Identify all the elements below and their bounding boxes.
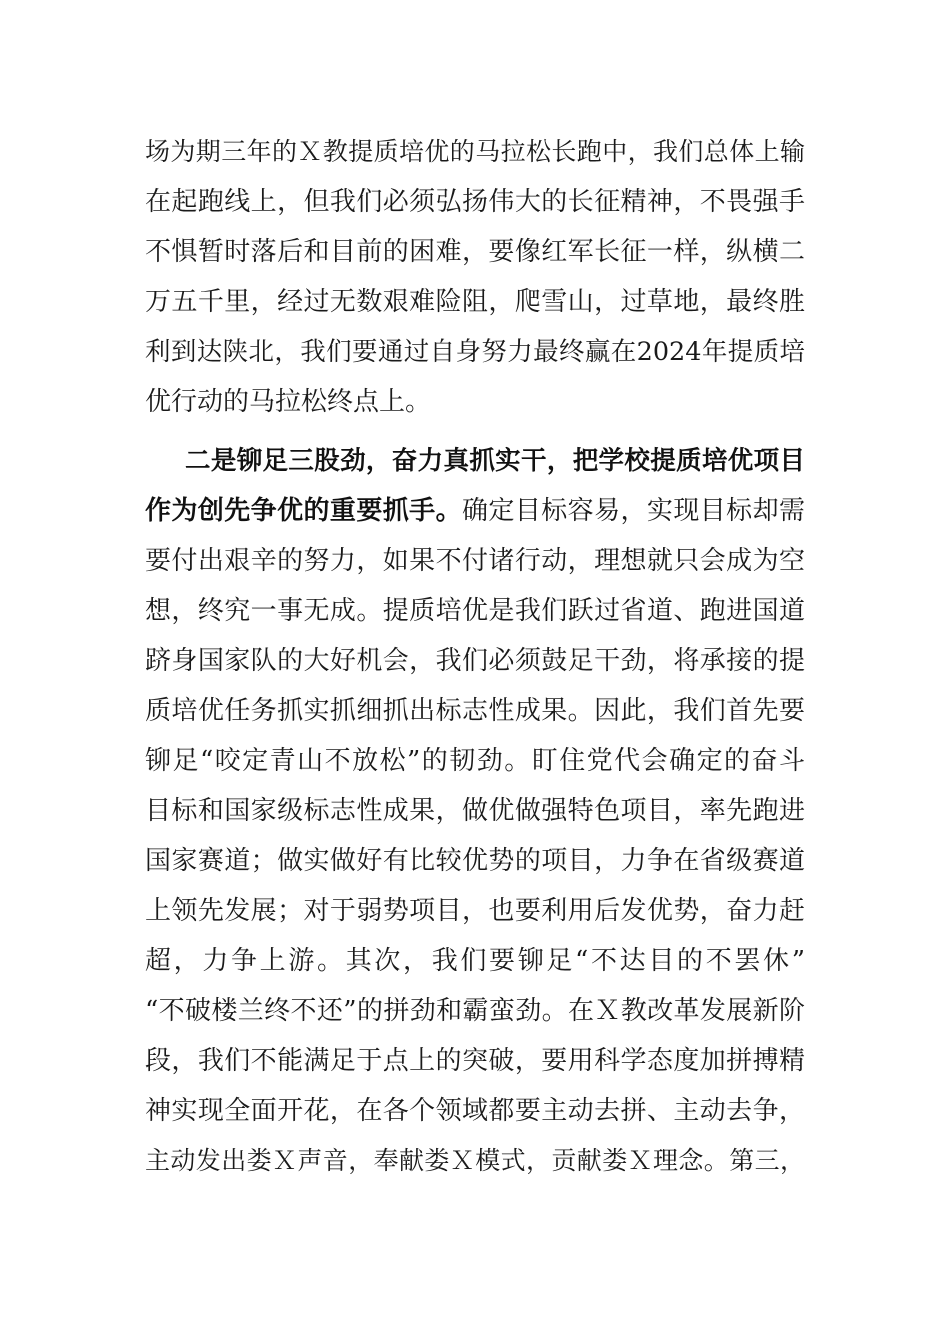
paragraph-2-body-line-13: 主动发出娄Ｘ声音，奉献娄Ｘ模式，贡献娄Ｘ理念。第三，: [145, 1146, 805, 1175]
paragraph-2-body-line-11: 段，我们不能满足于点上的突破，要用科学态度加拼搏精: [145, 1046, 805, 1076]
paragraph-2-body-line-1: 要付出艰辛的努力，如果不付诸行动，理想就只会成为空: [145, 546, 805, 576]
paragraph-2-body-line-4: 质培优任务抓实抓细抓出标志性成果。因此，我们首先要: [145, 696, 805, 726]
paragraph-1-line-5: 利到达陕北，我们要通过自身努力最终赢在2024年提质培: [145, 337, 805, 367]
paragraph-2-body-line-2: 想，终究一事无成。提质培优是我们跃过省道、跑进国道: [145, 596, 805, 626]
paragraph-1-line-4: 万五千里，经过无数艰难险阻，爬雪山，过草地，最终胜: [145, 287, 805, 317]
paragraph-2-body-line-6: 目标和国家级标志性成果，做优做强特色项目，率先跑进: [145, 796, 805, 826]
paragraph-1-line-2: 在起跑线上，但我们必须弘扬伟大的长征精神，不畏强手: [145, 187, 805, 217]
paragraph-2-heading-bold: 作为创先争优的重要抓手。: [145, 496, 462, 526]
paragraph-1-line-1: 场为期三年的Ｘ教提质培优的马拉松长跑中，我们总体上输: [145, 137, 805, 166]
paragraph-2-body-line-7: 国家赛道；做实做好有比较优势的项目，力争在省级赛道: [145, 846, 805, 876]
paragraph-2-body-line-9: 超，力争上游。其次，我们要铆足“不达目的不罢休”: [145, 946, 805, 976]
paragraph-1-line-6: 优行动的马拉松终点上。: [145, 387, 432, 417]
paragraph-2-body-line-3: 跻身国家队的大好机会，我们必须鼓足干劲，将承接的提: [145, 646, 805, 676]
paragraph-2-heading-rest: 确定目标容易，实现目标却需: [462, 496, 805, 526]
paragraph-2-body-line-12: 神实现全面开花，在各个领域都要主动去拼、主动去争，: [145, 1096, 805, 1126]
paragraph-2-line-2: [145, 496, 805, 526]
paragraph-1-line-3: 不惧暂时落后和目前的困难，要像红军长征一样，纵横二: [145, 237, 805, 267]
paragraph-2-body-line-5: 铆足“咬定青山不放松”的韧劲。盯住党代会确定的奋斗: [145, 746, 805, 776]
paragraph-2-body-line-8: 上领先发展；对于弱势项目，也要利用后发优势，奋力赶: [145, 896, 805, 926]
paragraph-2-body-line-10: “不破楼兰终不还”的拼劲和霸蛮劲。在Ｘ教改革发展新阶: [145, 996, 805, 1026]
paragraph-2-heading-line-1: 二是铆足三股劲，奋力真抓实干，把学校提质培优项目: [185, 446, 805, 476]
